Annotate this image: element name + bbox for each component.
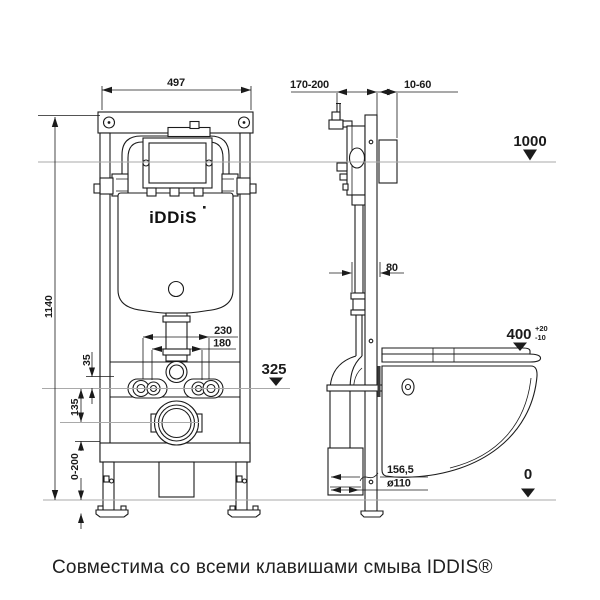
- dim-flush-plate-level: [513, 133, 546, 161]
- window-screw: [143, 160, 149, 166]
- dim-bowl-tol-minus: -10: [535, 333, 546, 342]
- access-window: [149, 143, 206, 183]
- foot-plate-side: [361, 511, 383, 517]
- support-bracket: [327, 385, 384, 391]
- brand-logo: iDDiS: [149, 208, 197, 227]
- window-screw: [206, 160, 212, 166]
- dim-wall-label: 10-60: [404, 79, 432, 91]
- caption-text: Совместима со всеми клавишами смыва IDDIS®: [52, 557, 493, 578]
- dim-stud-outer-label: 230: [214, 325, 232, 337]
- dim-frame-width: [102, 77, 251, 110]
- dim-drain-diameter-label: ø110: [387, 477, 411, 490]
- dim-studs-level-label: 325: [261, 361, 287, 378]
- side-view: [327, 103, 541, 517]
- dim-legs-range-label: 0-200: [69, 453, 81, 480]
- flush-pipe-side: [330, 195, 367, 448]
- tank-port: [169, 282, 184, 297]
- front-view: [94, 112, 260, 517]
- foot-plate: [96, 510, 128, 517]
- cistern-side: [337, 126, 365, 195]
- bottom-crossbar: [100, 443, 250, 462]
- dim-depth-label: 170-200: [290, 79, 329, 91]
- dim-frame-height: [38, 116, 100, 501]
- dim-bowl-level-label: 400: [506, 326, 532, 343]
- toilet-bowl: [382, 348, 541, 477]
- foot-plate: [228, 510, 260, 517]
- dim-frame-width-label: 497: [167, 77, 185, 89]
- dim-flush-level-label: 1000: [513, 133, 547, 150]
- dim-frame-height-label: 1140: [43, 295, 55, 318]
- dim-offset-135-label: 135: [69, 398, 81, 416]
- dim-studs-level: [261, 361, 286, 386]
- dim-legs-range: [69, 441, 100, 529]
- dim-offset-135: [69, 389, 84, 422]
- dim-bowl-level: [506, 324, 547, 351]
- dim-floor-level-label: 0: [523, 466, 533, 483]
- dim-offset-35-label: 35: [81, 354, 93, 366]
- cistern-tank: [118, 188, 233, 314]
- water-supply: [329, 103, 352, 129]
- seat: [382, 354, 541, 362]
- dim-drain-offset-label: 156,5: [387, 464, 414, 476]
- drain-bend-box: [328, 448, 363, 495]
- seat-lid: [382, 348, 530, 354]
- top-bracket: [168, 128, 210, 137]
- dim-stud-inner-label: 180: [213, 337, 231, 350]
- drain-outlet-box: [159, 462, 194, 497]
- dim-bowl-tol-plus: +20: [535, 324, 548, 333]
- flush-pipe: [163, 313, 190, 383]
- dim-profile-depth-label: 80: [386, 262, 398, 274]
- dim-floor-level: [521, 466, 535, 498]
- logo-mark: [203, 206, 206, 209]
